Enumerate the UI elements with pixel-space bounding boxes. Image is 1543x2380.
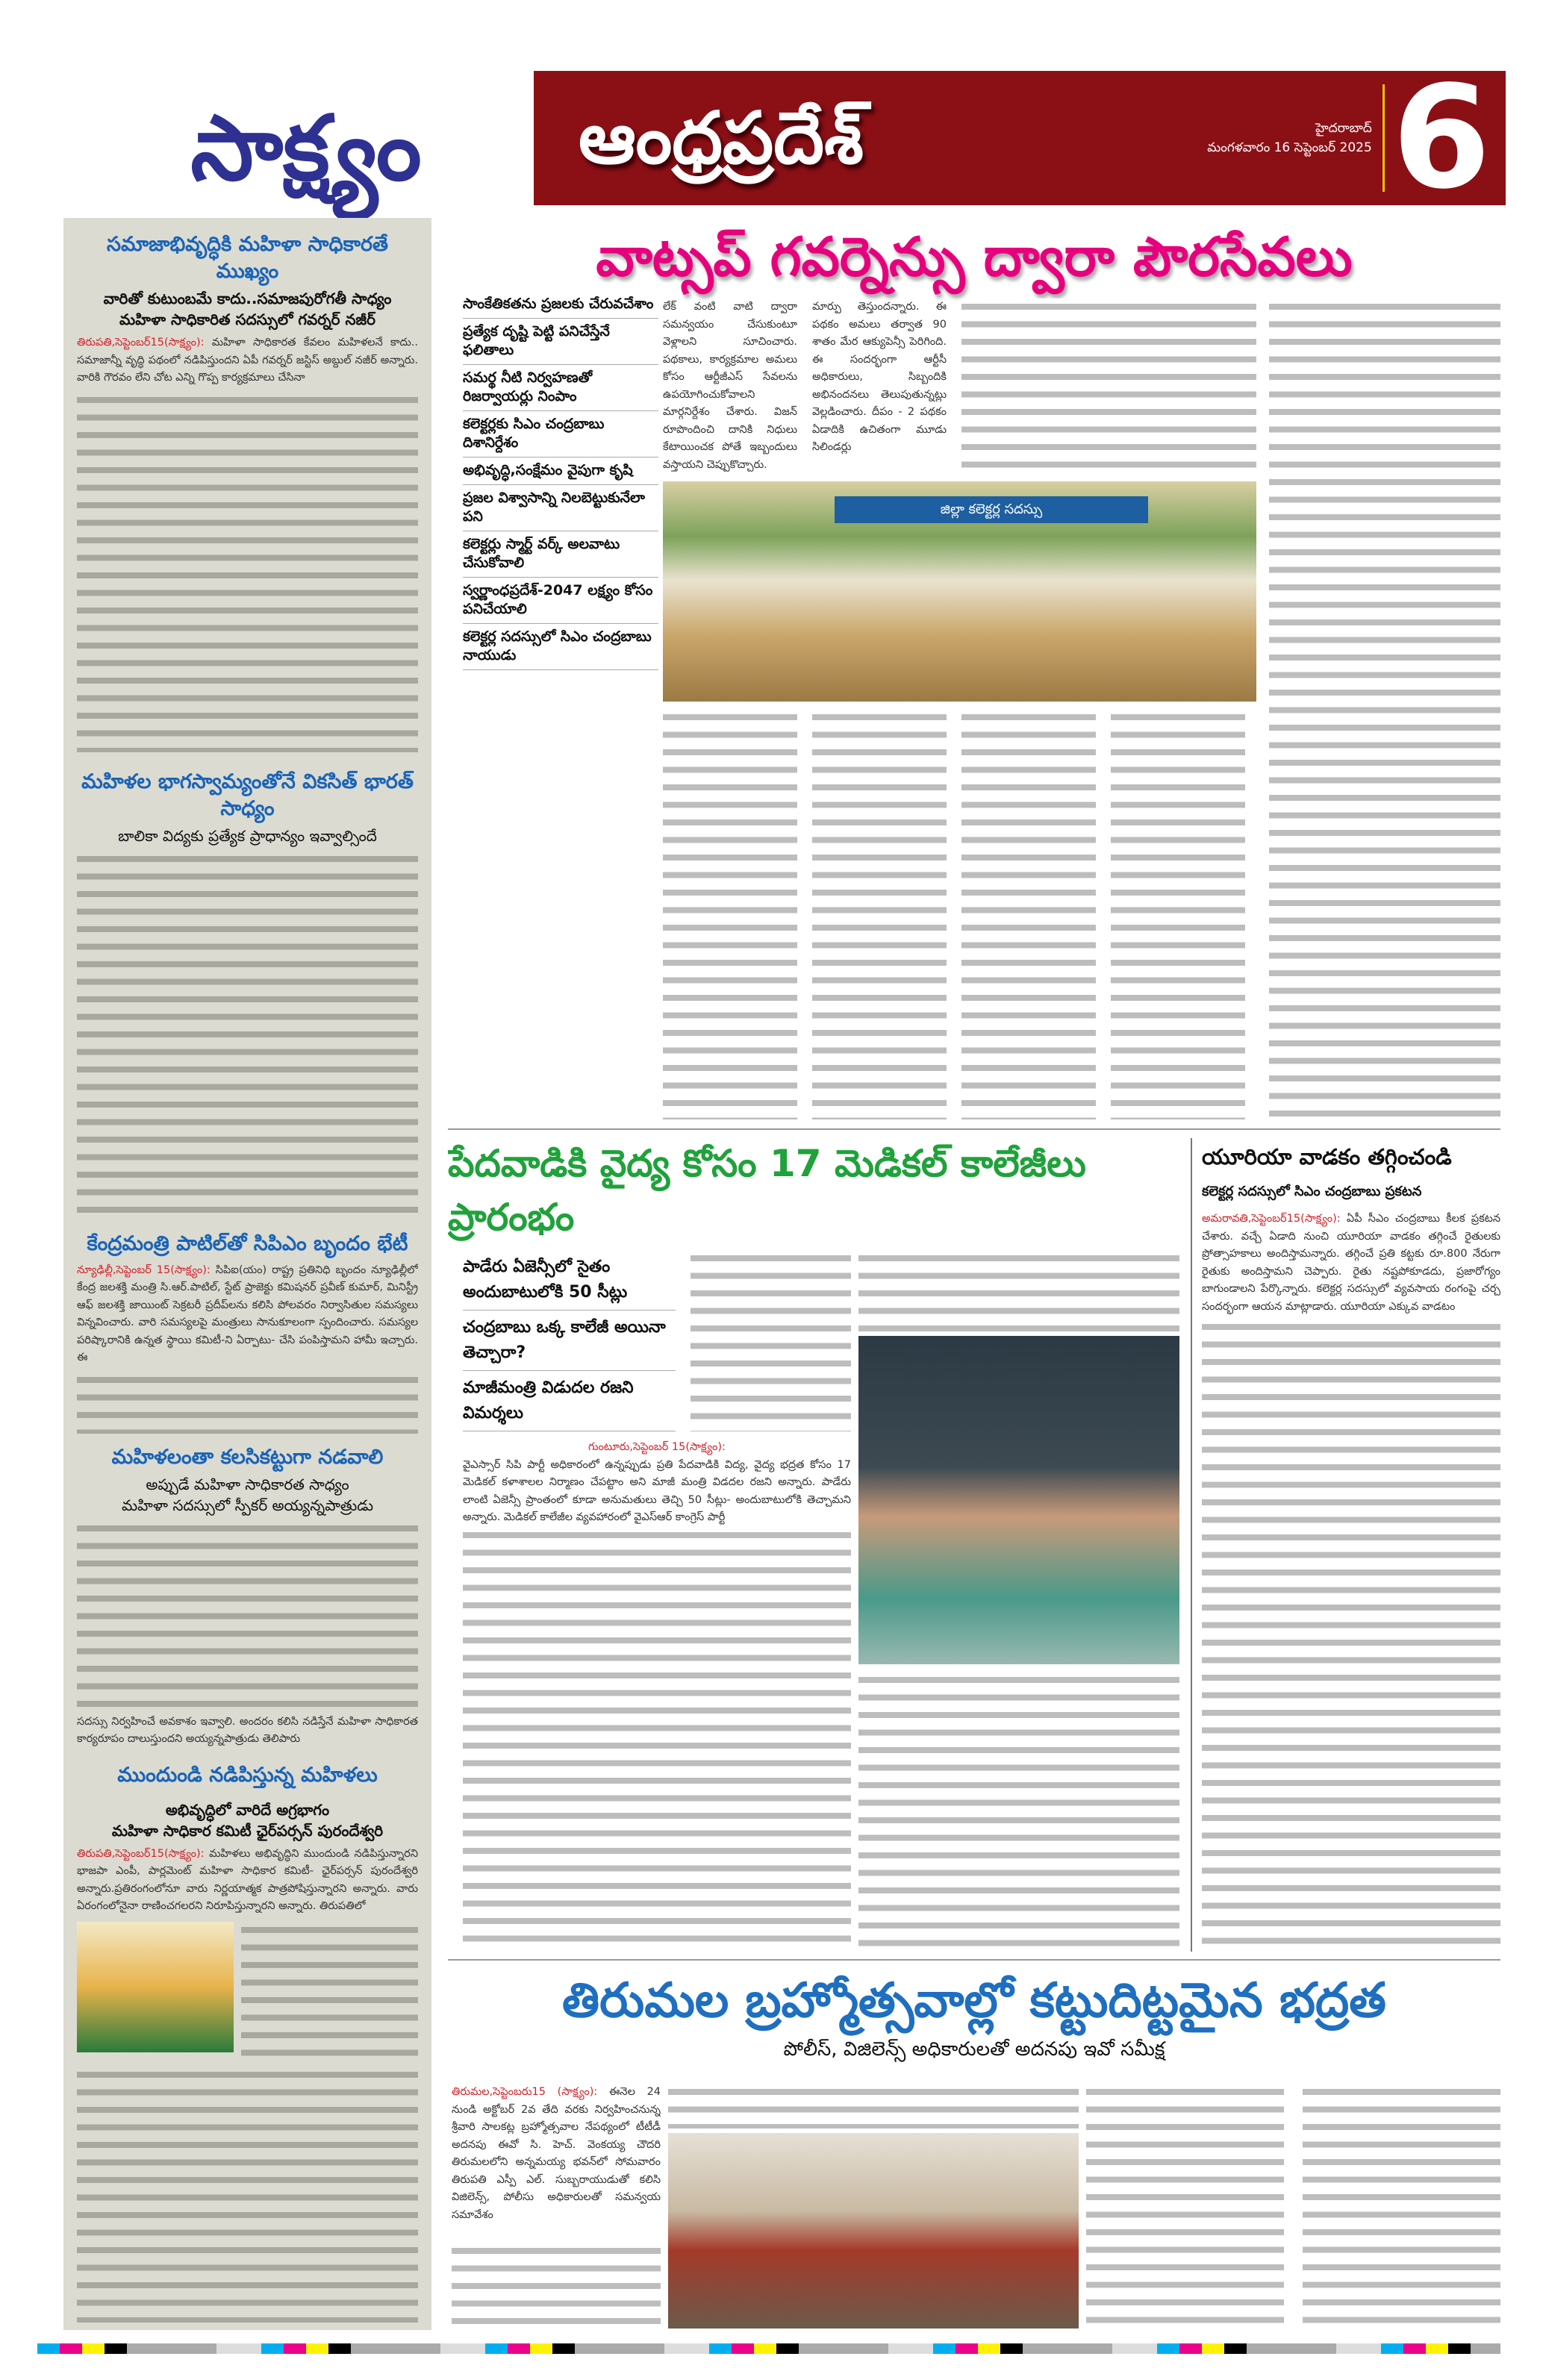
highlight-item: అభివృద్ధి,సంక్షేమం వైపుగా కృషి (463, 457, 658, 485)
article-subheadline: వారితో కుటుంబమే కాదు..సమాజపురోగతీ సాధ్యం (103, 290, 392, 307)
collectors-conference-photo (663, 481, 1256, 702)
article-body (463, 1439, 851, 1527)
article-headline: సమాజాభివృద్ధికి మహిళా సాధికారతే ముఖ్యం (106, 233, 388, 283)
tirumala-subheadline: పోలీస్, విజిలెన్స్ అధికారులతో అదనపు ఇవో సమీక్ష (783, 2038, 1165, 2061)
medical-headline: పేదవాడికి వైద్య కోసం 17 మెడికల్ కాలేజీలు ప్రారంభం (448, 1142, 1086, 1239)
highlight-item: ప్రత్యేక దృష్టి పెట్టి పనిచేస్తేనే ఫలితాలు (463, 319, 658, 365)
left-column (63, 218, 431, 2330)
divider (1191, 1138, 1192, 1952)
urea-article (1202, 1142, 1500, 1952)
article-text-lines (452, 2243, 661, 2329)
dateline: తిరుపతి,సెప్టెంబర్15(సాక్ష్యం): (77, 1847, 205, 1860)
highlight-item: కలెక్టర్లకు సిఎం చంద్రబాబు దిశానిర్దేశం (463, 411, 658, 457)
highlight-item: సాంకేతికతను ప్రజలకు చేరువచేశాం (463, 291, 658, 319)
divider (1383, 84, 1385, 192)
article-headline: మహిళల భాగస్వామ్యంతోనే వికసిత్ భారత్ సాధ్యం (81, 769, 414, 820)
color-registration-bar (37, 2343, 1500, 2354)
article-text-lines (858, 1250, 1179, 1332)
dateline: తిరుపతి,సెప్టెంబర్15(సాక్ష్యం): (77, 337, 205, 349)
medical-top (463, 1250, 851, 1431)
lead-headline: వాట్సప్ గవర్నెన్సు ద్వారా పౌరసేవలు (596, 225, 1353, 288)
article-body (77, 1262, 418, 1367)
lead-text-col2: మార్పు తెస్తుందన్నారు. ఈ పథకం అమలు తర్వాత 90 శాతం మేర ఆక్యుపెన్సీ పెరిగింది. ఈ సందర్భంగా ఆర్టీసీ అధికారులు, సిబ్బందికి అభినందనలు తెలుపుతున్నట్లు వెల్లడించారు. దీపం - 2 పథకం ఏడాదికి ఉచితంగా మూడు సిలిండర్లు (812, 301, 947, 453)
article-text-lines (668, 2084, 1079, 2128)
medical-subheads (463, 1250, 676, 1431)
dateline: గుంటూరు,సెప్టెంబర్ 15(సాక్ష్యం): (588, 1441, 726, 1453)
article-body (452, 2084, 661, 2241)
article-text-lines (858, 1672, 1179, 1952)
article-text: వైఎస్సార్ సిపి పార్టీ అధికారంలో ఉన్నప్పుడు ప్రతి పేదవాడికి విద్య, వైద్య భద్రత కోసం 17 మెడికల్ కళాశాలల నిర్మాణం చేపట్టాం అని మాజీ మంత్రి విడదల రజని అన్నారు. పాడేరు లాంటి ఏజెన్సీ ప్రాంతంలో కూడా అనుమతులు తెచ్చి 50 సీట్లు- అందుబాటులోకి తెచ్చామని అన్నారు. మెడికల్ కాలేజీల వ్యవహారంలో వైఎస్ఆర్ కాంగ్రెస్ పార్టీ (463, 1458, 851, 1523)
article-text-lines (77, 851, 418, 1219)
article-text-lines (961, 299, 1256, 474)
medical-content (448, 1250, 1187, 1952)
medical-left (463, 1250, 851, 1952)
edition-date: మంగళవారం 16 సెప్టెంబర్ 2025 (1207, 140, 1372, 155)
article-subheadline: అప్పుడే మహిళా సాధికారత సాధ్యం (146, 1475, 349, 1493)
urea-subheadline: కలెక్టర్ల సదస్సులో సిఎం చంద్రబాబు ప్రకటన (1202, 1184, 1422, 1199)
article-text-lines (1202, 1319, 1500, 1952)
article-text: మహిళలు అభివృద్ధిని ముందుండి నడిపిస్తున్నారని భాజపా ఎంపీ, పార్లమెంట్ మహిళా సాధికార కమిటీ- ఛైర్‌పర్సన్ పురందేశ్వరి అన్నారు.ప్రతిరంగంలోనూ వారు నిర్ణయాత్మక పాత్రపోషిస్తున్నారని అన్నారు. వారు ఏరంగంలోనైనా రాణించగలరని నిరూపిస్తున్నారని అన్నారు. తిరుపతిలో (77, 1847, 418, 1913)
photo-row (77, 1922, 418, 2062)
article-text: మహిళా సాధికారత కేవలం మహిళలనే కాదు.. సమాజాన్నీ వృద్ధి పథంలో నడిపిస్తుందని ఏపీ గవర్నర్ జస్టిస్ అబ్దుల్ నజీర్ అన్నారు. వారికి గౌరవం లేని చోట ఎన్ని గొప్ప కార్యక్రమాలు చేసినా (77, 337, 418, 384)
edition-city: హైదరాబాద్ (1315, 121, 1372, 136)
photo-banner: జిల్లా కలెక్టర్ల సదస్సు (835, 496, 1148, 523)
highlight-item: స్వర్ణాంధప్రదేశ్-2047 లక్ష్యం కోసం పనిచేయాలి (463, 578, 658, 624)
dateline: అమరావతి,సెప్టెంబర్15(సాక్ష్యం): (1202, 1213, 1341, 1225)
subhead: చంద్రబాబు ఒక్క కాలేజీ అయినా తెచ్చారా? (463, 1311, 676, 1371)
edition-info (1207, 119, 1372, 157)
article-text-lines (77, 2067, 418, 2323)
article-headline: ముందుండి నడిపిస్తున్న మహిళలు (117, 1763, 378, 1787)
section-title: ఆంధ్రప్రదేశ్ (579, 96, 864, 180)
article-body (1202, 1211, 1500, 1316)
portrait-photo (77, 1922, 234, 2052)
article-subheadline: మహిళా సాధికార కమిటీ ఛైర్‌పర్సన్ పురందేశ్వరి (111, 1821, 384, 1840)
article-headline: కేంద్రమంత్రి పాటిల్‌తో సిపిఎం బృందం భేటీ (87, 1231, 408, 1255)
page-number: 6 (1391, 55, 1491, 220)
article-text-lines (241, 1922, 418, 2062)
article-headline: మహిళలంతా కలసికట్టుగా నడవాలి (111, 1445, 384, 1469)
tirumala-headline: తిరుమల బ్రహ్మోత్సవాల్లో కట్టుదిట్టమైన భద్రత (562, 1973, 1386, 2028)
newspaper-logo: సాక్ష్యం (190, 97, 422, 201)
article-text: ఏపీ సీఎం చంద్రబాబు కీలక ప్రకటన చేశారు. వచ్చే ఏడాది నుంచి యూరియా వాడకం తగ్గించే రైతులకు ప్రోత్సాహకాలు అందిస్తామన్నారు. తగ్గించే ప్రతి కట్టకు రూ.800 నేరుగా రైతుకు అందిస్తామని చెప్పారు. రైతు నష్టపోకూడదు, ప్రజారోగ్యం బాగుండాలని పేర్కొన్నారు. కలెక్టర్ల సదస్సులో వ్యవసాయ రంగంపై చర్చ సందర్భంగా ఆయన మాట్లాడారు. యూరియా ఎక్కువ వాడటం (1202, 1213, 1500, 1313)
highlight-item: సమర్థ నీటి నిర్వహణతో రిజర్వాయర్లు నింపాం (463, 365, 658, 411)
article-text-lines (1086, 2084, 1500, 2330)
article-text-lines (77, 1372, 418, 1434)
divider (448, 1128, 1500, 1130)
review-meeting-photo (668, 2133, 1079, 2329)
article-text-lines (77, 392, 418, 752)
article-text: సిపిఐ(యం) రాష్ట్ర ప్రతినిధి బృందం న్యూఢిల్లీలో కేంద్ర జలశక్తి మంత్రి సి.ఆర్.పాటిల్, స్టేట్ ప్రాజెక్టు కమిషనర్ ప్రవీణ్ కుమార్, మినిస్ట్రీ ఆఫ్ జలశక్తి జాయింట్ సెక్రటరీ ప్రదీప్‌లను కలిసి పోలవరం నిర్వాసితుల సమస్యలు విన్నవించారు. వారి సమస్యలపై మంత్రులు సానుకూలంగా స్పందించారు. సమస్యల పరిష్కారానికి ఉన్నత స్థాయి కమిటీ-ని ఏర్పాటు- చేసి పంపిస్తామని హామీ ఇచ్చారు. ఈ (77, 1264, 418, 1364)
highlight-item: కలెక్టర్ల సదస్సులో సిఎం చంద్రబాబు నాయుడు (463, 624, 658, 670)
article-text: ఈనెల 24 నుండి అక్టోబర్ 2వ తేది వరకు నిర్వహించనున్న శ్రీవారి సాలకట్ల బ్రహ్మోత్సవాల నేపథ్యంలో టీటీడీ అదనపు ఈవో సి. హెచ్. వెంకయ్య చౌదరి తిరుమలలోని అన్నమయ్య భవన్‌లో సోమవారం తిరుపతి ఎస్పీ ఎల్. సుబ్బరాయుడుతో కలిసి విజిలెన్స్, పోలీసు అధికారులతో సమన్వయ సమావేశం (452, 2086, 661, 2221)
masthead (534, 55, 1506, 220)
medical-right (858, 1250, 1179, 1952)
dateline: న్యూఢిల్లీ,సెప్టెంబర్ 15(సాక్ష్యం): (77, 1264, 211, 1276)
article-text-lines (77, 1520, 418, 1709)
lead-text-col1: లేక్ వంటి వాటి ద్వారా సమన్వయం చేసుకుంటూ వెళ్లాలని సూచించారు. పథకాలు, కార్యక్రమాల అమలు కోసం ఆర్టీజీఎస్ సేవలను ఉపయోగించుకోవాలని మార్గనిర్దేశం చేశారు. విజన్ రూపొందించి దానికి నిధులు కేటాయించక పోతే ఇబ్బందులు వస్తాయని చెప్పుకొచ్చారు. (663, 301, 797, 471)
divider (448, 1959, 1500, 1961)
dateline: తిరుమల,సెప్టెంబరు15 (సాక్ష్యం): (452, 2086, 598, 2098)
rajini-portrait-photo (858, 1336, 1179, 1664)
article-body (77, 334, 418, 387)
highlight-item: కలెక్టర్లు స్మార్ట్ వర్క్ అలవాటు చేసుకోవాలి (463, 531, 658, 578)
urea-headline: యూరియా వాడకం తగ్గించండి (1202, 1144, 1452, 1169)
article-subheadline: అభివృద్ధిలో వారిదే అగ్రభాగం (165, 1800, 330, 1819)
article-body: సదస్సు నిర్వహించే అవకాశం ఇవ్వాలి. అందరం కలిసి నడిస్తేనే మహిళా సాధికారత కార్యరూపం దాలుస్తుందని అయ్యన్నపాత్రుడు తెలిపారు (77, 1715, 418, 1746)
article-text-lines (691, 1250, 851, 1431)
article-subheadline: మహిళా సదస్సులో స్పీకర్ అయ్యన్నపాత్రుడు (121, 1496, 374, 1514)
lead-highlights (463, 291, 658, 670)
article-subheadline: మహిళా సాధికారిత సదస్సులో గవర్నర్ నజీర్ (119, 310, 375, 328)
article-text-lines (663, 709, 1256, 1119)
subhead: పాడేరు ఏజెన్సీలో సైతం అందుబాటులోకి 50 సీట్లు (463, 1250, 676, 1311)
subhead: మాజీమంత్రి విడుదల రజని విమర్శలు (463, 1371, 676, 1431)
article-text-lines (1269, 299, 1500, 1119)
article-text-lines (463, 1527, 851, 1952)
article-body (77, 1846, 418, 1916)
article-subheadline: బాలికా విద్యకు ప్రత్యేక ప్రాధాన్యం ఇవ్వాల్సిందే (118, 826, 377, 845)
medical-article (448, 1137, 1187, 1952)
highlight-item: ప్రజల విశ్వాసాన్ని నిలబెట్టుకునేలా పని (463, 485, 658, 531)
